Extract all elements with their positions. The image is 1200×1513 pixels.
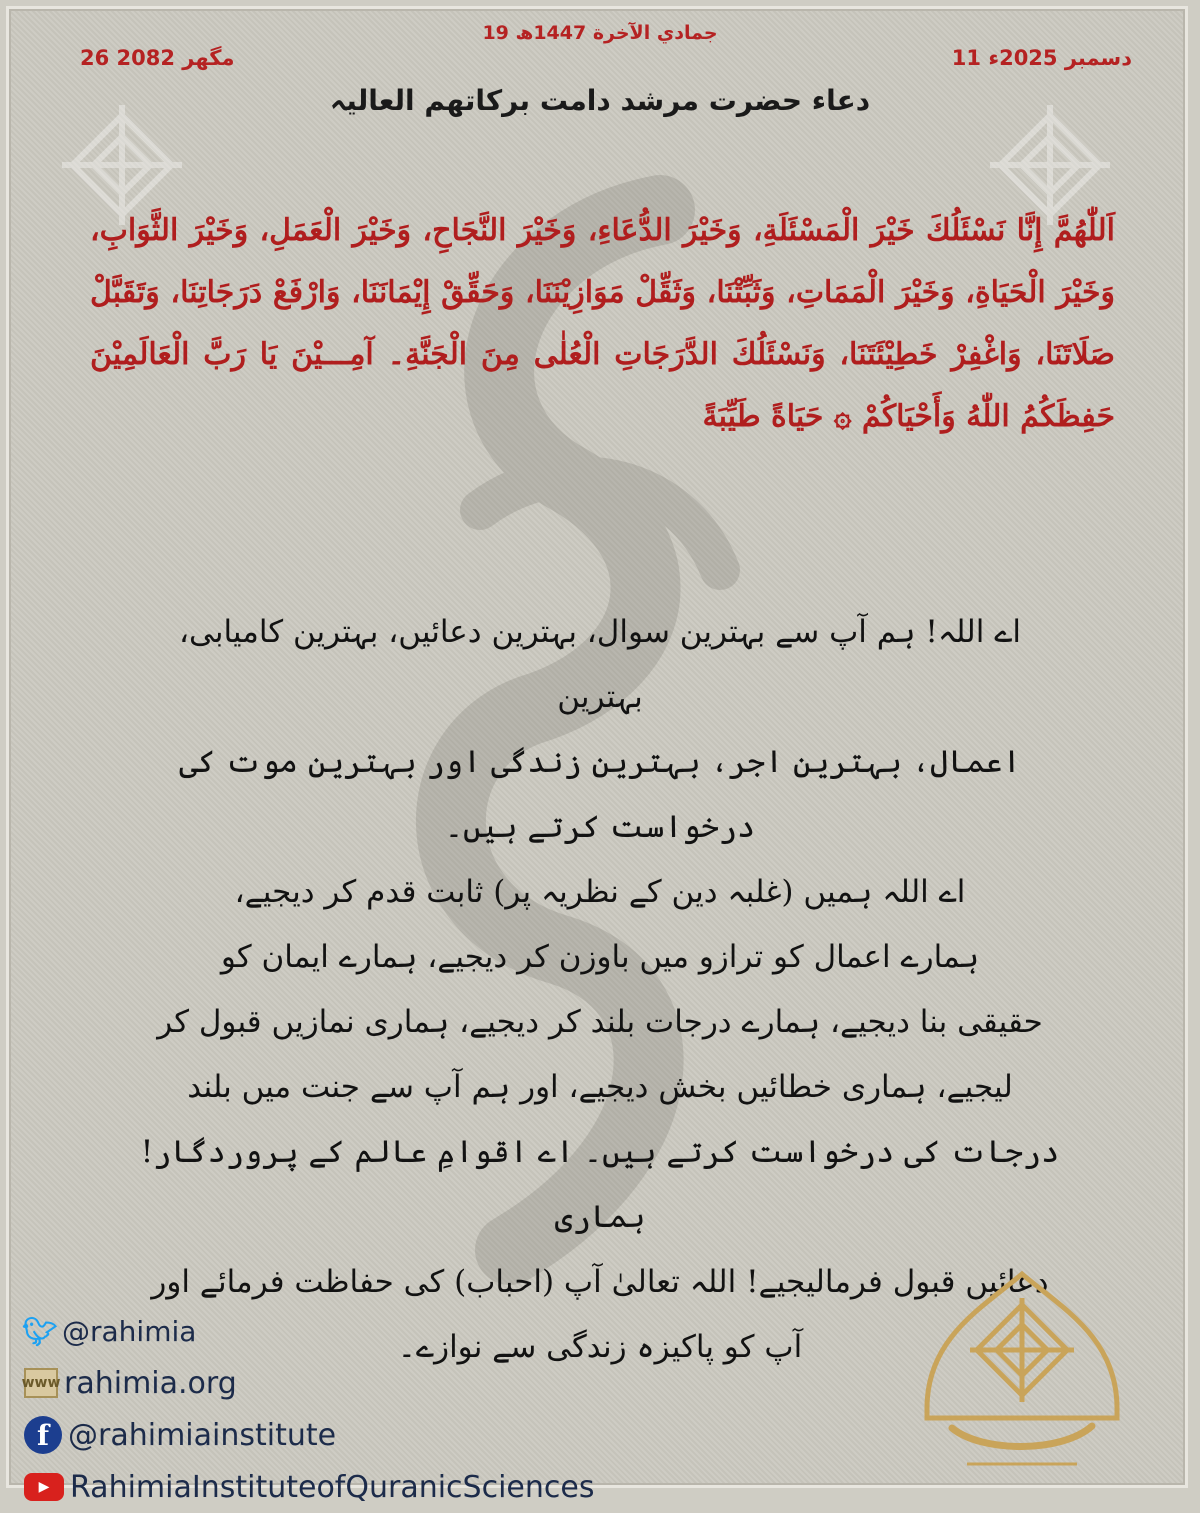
twitter-handle: @rahimia <box>62 1314 197 1348</box>
urdu-line: لیجیے، ہماری خطائیں بخش دیجیے، اور ہم آپ سے جنت میں بلند <box>187 1069 1013 1105</box>
facebook-link[interactable] <box>24 1409 644 1461</box>
urdu-line: حقیقی بنا دیجیے، ہمارے درجات بلند کر دیجیے، ہماری نمازیں قبول کر <box>157 1004 1043 1040</box>
facebook-icon: f <box>24 1416 62 1454</box>
urdu-line: ہمارے اعمال کو ترازو میں باوزن کر دیجیے، ہمارے ایمان کو <box>220 939 980 975</box>
urdu-line: آپ کو پاکیزہ زندگی سے نوازے۔ <box>397 1329 803 1365</box>
hijri-date: 19 جمادي الآخرة 1447ھ <box>482 22 718 44</box>
twitter-icon: 🐦︎ <box>22 1314 58 1348</box>
rahimia-logo <box>912 1268 1132 1483</box>
website-url: rahimia.org <box>64 1365 237 1401</box>
website-link[interactable] <box>21 1357 644 1409</box>
website-icon: www <box>24 1368 58 1398</box>
twitter-link[interactable] <box>24 1305 644 1357</box>
youtube-link[interactable] <box>24 1461 644 1513</box>
urdu-translation <box>140 600 1060 1380</box>
bikrami-date: 26 مگھر 2082 <box>80 46 235 70</box>
arabic-dua: اَللّٰهُمَّ إِنَّا نَسْئَلُكَ خَيْرَ الْمَسْئَلَةِ، وَخَيْرَ الدُّعَاءِ، وَخَيْرَ النَّجَاحِ، وَخَيْرَ الْعَمَلِ، وَخَيْرَ الثَّوَابِ، وَخَيْرَ الْحَيَاةِ، وَخَيْرَ الْمَمَاتِ، وَثَبِّتْنَا، وَثَقِّلْ مَوَازِيْنَنَا، وَحَقِّقْ إِيْمَانَنَا، وَارْفَعْ دَرَجَاتِنَا، وَتَقَبَّلْ صَلَاتَنَا، وَاغْفِرْ خَطِيْئَتَنَا، وَنَسْئَلُكَ الدَّرَجَاتِ الْعُلٰى مِنَ الْجَنَّةِ۔ آمِـــيْنَ يَا رَبَّ الْعَالَمِيْنَ حَفِظَكُمُ اللّٰهُ وَأَحْيَاكُمْ ۞ حَيَاةً طَيِّبَةً <box>90 213 1115 434</box>
urdu-line: درجات کی درخواست کرتے ہیں۔ اے اقوامِ عالم کے پروردگار! ہماری <box>140 1134 1060 1235</box>
urdu-line: اے اللہ ہمیں (غلبہ دین کے نظریہ پر) ثابت قدم کر دیجیے، <box>234 874 966 910</box>
urdu-line: دعائیں قبول فرمالیجیے! اللہ تعالیٰ آپ (احباب) کی حفاظت فرمائے اور <box>151 1264 1049 1300</box>
gregorian-date: 11 دسمبر 2025ء <box>951 46 1132 70</box>
youtube-channel: RahimiaInstituteofQuranicSciences <box>70 1469 595 1505</box>
urdu-line: اے اللہ! ہم آپ سے بہترین سوال، بہترین دعائیں، بہترین کامیابی، بہترین <box>179 614 1021 715</box>
page-title: دعاء حضرت مرشد دامت برکاتھم العالیہ <box>329 84 871 117</box>
social-links <box>21 1305 644 1513</box>
youtube-icon: ▶ <box>24 1473 64 1501</box>
urdu-line: اعمال، بہترین اجر، بہترین زندگی اور بہترین موت کی درخواست کرتے ہیں۔ <box>179 744 1021 845</box>
facebook-handle: @rahimiainstitute <box>68 1417 337 1453</box>
